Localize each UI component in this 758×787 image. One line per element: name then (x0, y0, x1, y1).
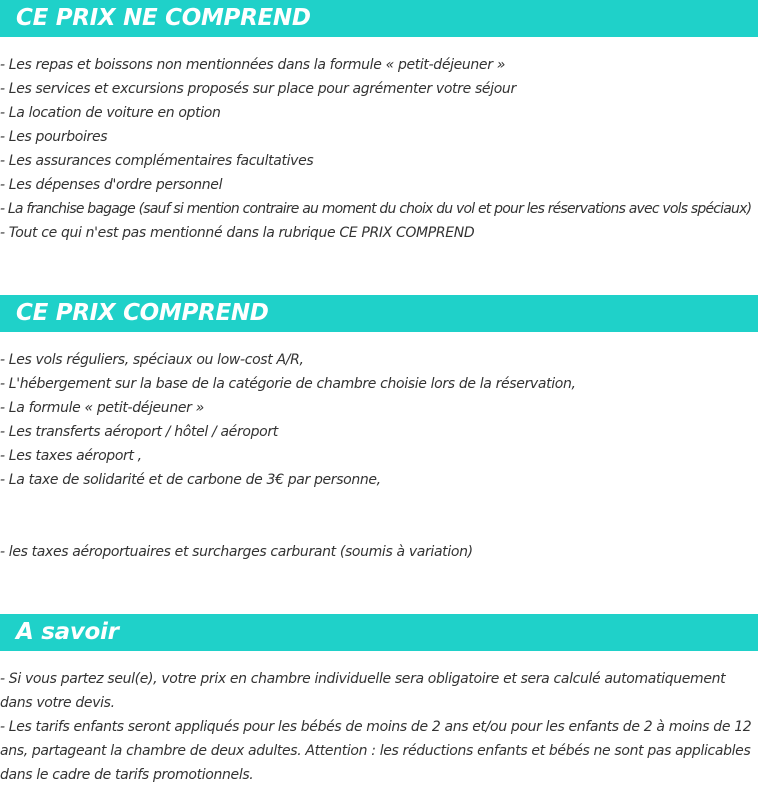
info-paragraph: - Si vous partez seul(e), votre prix en chambre individuelle sera obligatoire et sera calculé automatiquement dans votre devis. (0, 671, 726, 711)
info-paragraph: - Les tarifs enfants seront appliqués pour les bébés de moins de 2 ans et/ou pour les enfants de 2 à moins de 12 ans, partageant la chambre de deux adultes. Attention : les réductions enfants et bébés ne sont pas applicables dans le cadre de tarifs promotionnels. (0, 719, 752, 783)
section-title-excluded: CE PRIX NE COMPREND (16, 5, 311, 31)
included-item: - Les transferts aéroport / hôtel / aéroport (0, 424, 278, 440)
included-item: - Les vols réguliers, spéciaux ou low-cost A/R, (0, 352, 304, 368)
excluded-item: - La location de voiture en option (0, 105, 221, 121)
included-item: - La formule « petit-déjeuner » (0, 400, 204, 416)
excluded-item: - Les repas et boissons non mentionnées dans la formule « petit-déjeuner » (0, 57, 505, 73)
section-header-excluded (0, 0, 758, 37)
section-title-info: A savoir (16, 619, 119, 645)
included-item: - Les taxes aéroport , (0, 448, 142, 464)
excluded-item: - Les pourboires (0, 129, 108, 145)
section-header-info (0, 614, 758, 651)
included-item: - les taxes aéroportuaires et surcharges carburant (soumis à variation) (0, 544, 473, 560)
excluded-item: - Tout ce qui n'est pas mentionné dans la rubrique CE PRIX COMPREND (0, 225, 475, 241)
excluded-item: - Les assurances complémentaires facultatives (0, 153, 314, 169)
excluded-item: - Les dépenses d'ordre personnel (0, 177, 223, 193)
excluded-item: - La franchise bagage (sauf si mention contraire au moment du choix du vol et pour les réservations avec vols spéciaux) (0, 201, 752, 217)
included-item: - La taxe de solidarité et de carbone de 3€ par personne, (0, 472, 381, 488)
included-item: - L'hébergement sur la base de la catégorie de chambre choisie lors de la réservation, (0, 376, 576, 392)
excluded-item: - Les services et excursions proposés sur place pour agrémenter votre séjour (0, 81, 516, 97)
section-header-included (0, 295, 758, 332)
section-title-included: CE PRIX COMPREND (16, 300, 269, 326)
